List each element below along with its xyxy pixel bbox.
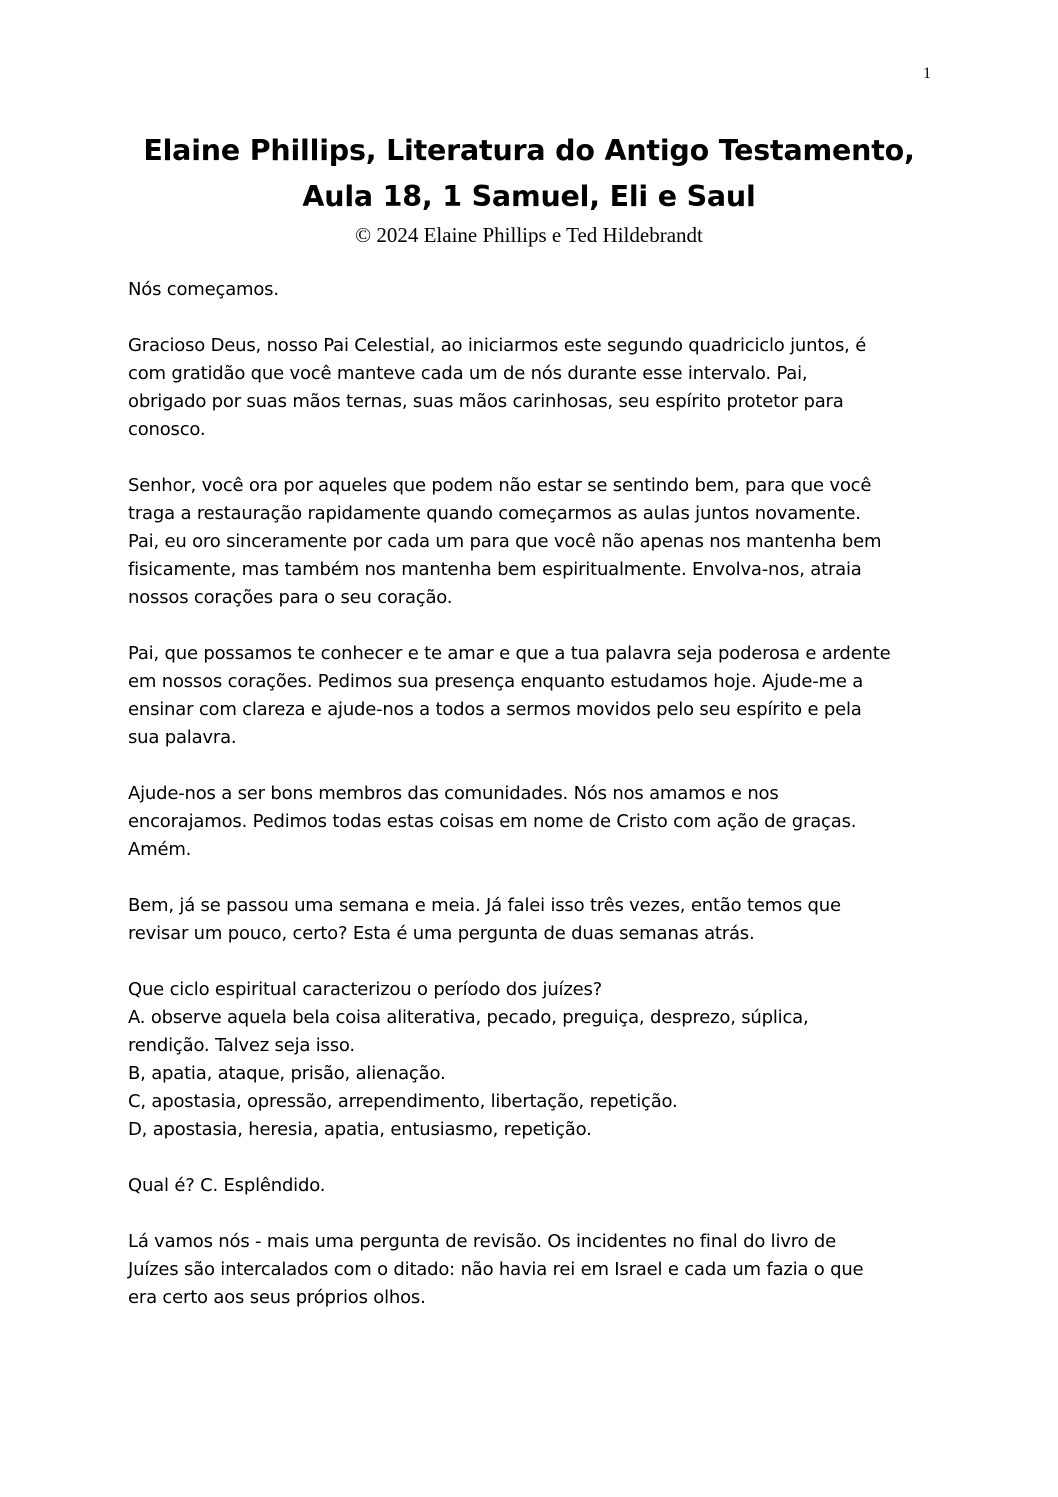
text-line: com gratidão que você manteve cada um de nós durante esse intervalo. Pai, [128, 363, 808, 384]
text-line: Juízes são intercalados com o ditado: não havia rei em Israel e cada um fazia o que [128, 1259, 864, 1280]
title-line-2: Aula 18, 1 Samuel, Eli e Saul [302, 180, 756, 213]
text-line: Senhor, você ora por aqueles que podem não estar se sentindo bem, para que você [128, 475, 872, 496]
text-line: encorajamos. Pedimos todas estas coisas em nome de Cristo com ação de graças. [128, 811, 857, 832]
copyright-notice: © 2024 Elaine Phillips e Ted Hildebrandt [355, 223, 703, 247]
document-title [0, 128, 1058, 220]
text-line: revisar um pouco, certo? Esta é uma pergunta de duas semanas atrás. [128, 923, 755, 944]
paragraph [128, 892, 948, 948]
paragraph [128, 780, 948, 864]
text-line: A. observe aquela bela coisa aliterativa, pecado, preguiça, desprezo, súplica, [128, 1007, 809, 1028]
text-line: B, apatia, ataque, prisão, alienação. [128, 1063, 446, 1084]
paragraph [128, 1172, 948, 1200]
text-line: Ajude-nos a ser bons membros das comunidades. Nós nos amamos e nos [128, 783, 779, 804]
text-line: D, apostasia, heresia, apatia, entusiasmo, repetição. [128, 1119, 592, 1140]
text-line: ensinar com clareza e ajude-nos a todos a sermos movidos pelo seu espírito e pela [128, 699, 862, 720]
text-line: Nós começamos. [128, 279, 279, 300]
text-line: rendição. Talvez seja isso. [128, 1035, 355, 1056]
paragraph [128, 472, 948, 612]
text-line: nossos corações para o seu coração. [128, 587, 453, 608]
text-line: fisicamente, mas também nos mantenha bem espiritualmente. Envolva-nos, atraia [128, 559, 862, 580]
text-line: traga a restauração rapidamente quando começarmos as aulas juntos novamente. [128, 503, 861, 524]
paragraph [128, 332, 948, 444]
text-line: Pai, eu oro sinceramente por cada um para que você não apenas nos mantenha bem [128, 531, 882, 552]
text-line: sua palavra. [128, 727, 237, 748]
text-line: C, apostasia, opressão, arrependimento, libertação, repetição. [128, 1091, 678, 1112]
text-line: Lá vamos nós - mais uma pergunta de revisão. Os incidentes no final do livro de [128, 1231, 836, 1252]
title-line-1: Elaine Phillips, Literatura do Antigo Testamento, [143, 134, 915, 167]
page-number: 1 [923, 65, 931, 82]
document-body [128, 276, 948, 1340]
text-line: conosco. [128, 419, 206, 440]
text-line: Que ciclo espiritual caracterizou o período dos juízes? [128, 979, 602, 1000]
text-line: era certo aos seus próprios olhos. [128, 1287, 426, 1308]
text-line: Qual é? C. Esplêndido. [128, 1175, 326, 1196]
text-line: obrigado por suas mãos ternas, suas mãos carinhosas, seu espírito protetor para [128, 391, 844, 412]
paragraph [128, 276, 948, 304]
text-line: Gracioso Deus, nosso Pai Celestial, ao iniciarmos este segundo quadriciclo juntos, é [128, 335, 867, 356]
paragraph [128, 976, 948, 1144]
text-line: em nossos corações. Pedimos sua presença enquanto estudamos hoje. Ajude-me a [128, 671, 864, 692]
text-line: Pai, que possamos te conhecer e te amar e que a tua palavra seja poderosa e ardente [128, 643, 891, 664]
text-line: Bem, já se passou uma semana e meia. Já falei isso três vezes, então temos que [128, 895, 841, 916]
paragraph [128, 1228, 948, 1312]
paragraph [128, 640, 948, 752]
text-line: Amém. [128, 839, 192, 860]
